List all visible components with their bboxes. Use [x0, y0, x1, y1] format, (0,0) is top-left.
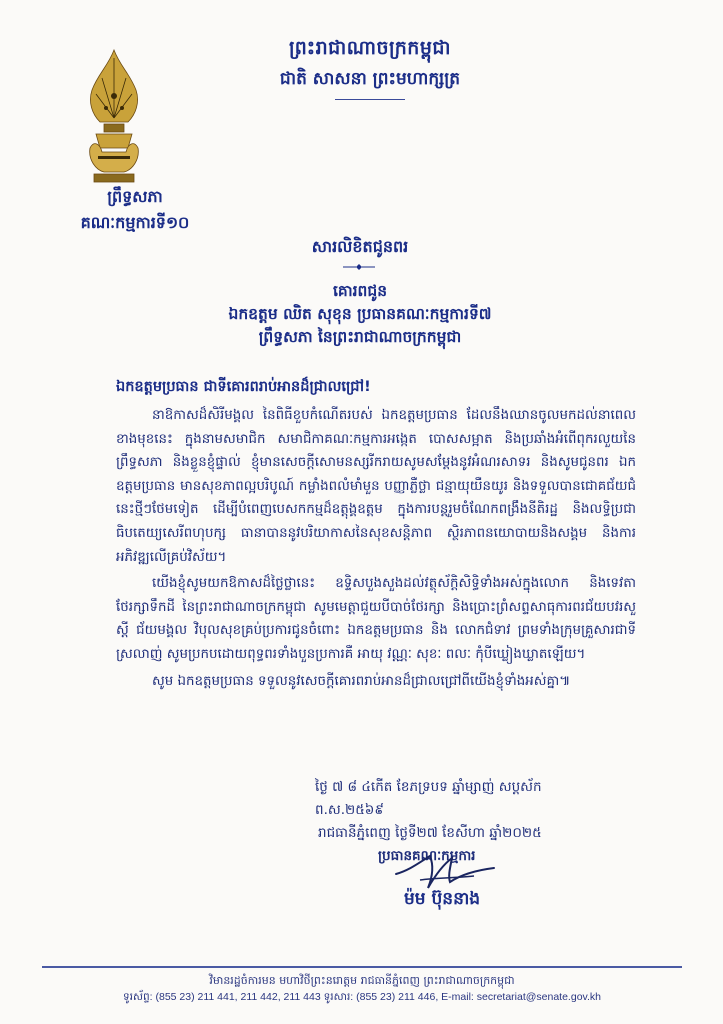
footer-divider [42, 966, 682, 968]
lunar-date: ថ្ងៃ ៧ ៨ ៤កើត ខែភទ្របទ ឆ្នាំម្សាញ់ សប្តស័ក ព.ស.២៥៦៩ [315, 779, 542, 818]
body-paragraph: សូម ឯកឧត្តមប្រធាន ទទួលនូវសេចក្តីគោរពរាប់អានដ៏ជ្រាលជ្រៅពីយើងខ្ញុំទាំងអស់គ្នា៕ [152, 673, 571, 689]
recipient-block [170, 280, 550, 349]
footer-contact: ទូរស័ព្ទ: (855 23) 211 441, 211 442, 211 443 ទូរសារ: (855 23) 211 446, E-mail: secretariat@senate.gov.kh [122, 991, 602, 1003]
signer-title: ប្រធានគណៈកម្មការ [378, 848, 476, 864]
footer-address: វិមានរដ្ឋចំការមន មហាវិថីព្រះនរោត្តម រាជធានីភ្នំពេញ ព្រះរាជាណាចក្រកម្ពុជា [209, 974, 515, 987]
solar-date: រាជធានីភ្នំពេញ ថ្ងៃទី២៧ ខែសីហា ឆ្នាំ២០២៥ [318, 825, 542, 841]
organization-name: ព្រឹទ្ធសភា [107, 187, 163, 206]
recipient-line: ព្រឹទ្ធសភា នៃព្រះរាជាណាចក្រកម្ពុជា [258, 328, 462, 346]
kingdom-header [240, 36, 500, 100]
sender-organization [40, 186, 230, 236]
organization-unit: គណៈកម្មការទី១០ [80, 213, 190, 232]
letter-type-title: សារលិខិតជូនពរ [311, 237, 409, 256]
recipient-line: ឯកឧត្តម ឈិត សុខុន ប្រធានគណៈកម្មការទី៧ [228, 305, 492, 323]
national-motto: ជាតិ សាសនា ព្រះមហាក្សត្រ [279, 69, 461, 89]
handwritten-signature [390, 834, 500, 894]
salutation: ឯកឧត្តមប្រធាន ជាទីគោរពរាប់អានដ៏ជ្រាលជ្រៅ! [116, 379, 371, 395]
body-paragraph: យើងខ្ញុំសូមយកឱកាសដ៏ថ្លៃថ្លានេះ ឧទ្ទិសបួងសួងដល់វត្ថុស័ក្តិសិទ្ធិទាំងអស់ក្នុងលោក និងទេវតាថែរក្សាទឹកដី នៃព្រះរាជាណាចក្រកម្ពុជា សូមមេត្តាជួយបីបាច់ថែរក្សា និងប្រោះព្រំសព្ទសាធុការពរជ័យបវរសួស្តី ជ័យមង្គល វិបុលសុខគ្រប់ប្រការជូនចំពោះ ឯកឧត្តមប្រធាន និង លោកជំទាវ ព្រមទាំងក្រុមគ្រួសារជាទីស្រលាញ់ សូមប្រកបដោយពុទ្ធពរទាំងបួនប្រការគឺ អាយុ វណ្ណៈ សុខៈ ពលៈ កុំបីឃ្លៀងឃ្លាតឡើយ។ [116, 576, 636, 662]
recipient-line: គោរពជូន [332, 282, 388, 300]
ornament-icon [342, 264, 376, 270]
header-divider [335, 99, 405, 100]
letter-body [116, 404, 636, 693]
signer-name: ម៉ម ប៊ុននាង [404, 889, 481, 909]
senate-emblem-icon [78, 48, 150, 186]
letter-footer [42, 972, 682, 1006]
kingdom-name: ព្រះរាជាណាចក្រកម្ពុជា [289, 37, 451, 59]
body-paragraph: នាឱកាសដ៏សិរីមង្គល នៃពិធីខួបកំណើតរបស់ ឯកឧត្តមប្រធាន ដែលនឹងឈានចូលមកដល់នាពេលខាងមុខនេះ ក្នុងនាមសមាជិក សមាជិកាគណៈកម្មការអង្កេត បោសសម្អាត និងប្រឆាំងអំពើពុករលួយនៃព្រឹទ្ធសភា និងខ្លួនខ្ញុំផ្ទាល់ ខ្ញុំមានសេចក្តីសោមនស្សរីករាយសូមសម្តែងនូវអំណរសាទរ និងសូមជូនពរ ឯកឧត្តមប្រធាន មានសុខភាពល្អបរិបូណ៍ កម្លាំងពលំមាំមួន បញ្ញាភ្លឺថ្លា ជន្មាយុយឺនយូរ និងទទួលបានជោគជ័យជំនេះថ្មីៗថែមទៀត ដើម្បីបំពេញបេសកកម្មដ៏ឧត្តុង្គឧត្តម ក្នុងការបន្តរួមចំណែកពង្រឹងនីតិរដ្ឋ និងលទ្ធិប្រជាធិបតេយ្យសេរីពហុបក្ស ធានាបាននូវបរិយាកាសនៃសុខសន្តិភាព ស្ថិរភាពនយោបាយនិងសង្គម និងការអភិវឌ្ឍលើគ្រប់វិស័យ។ [116, 408, 636, 565]
